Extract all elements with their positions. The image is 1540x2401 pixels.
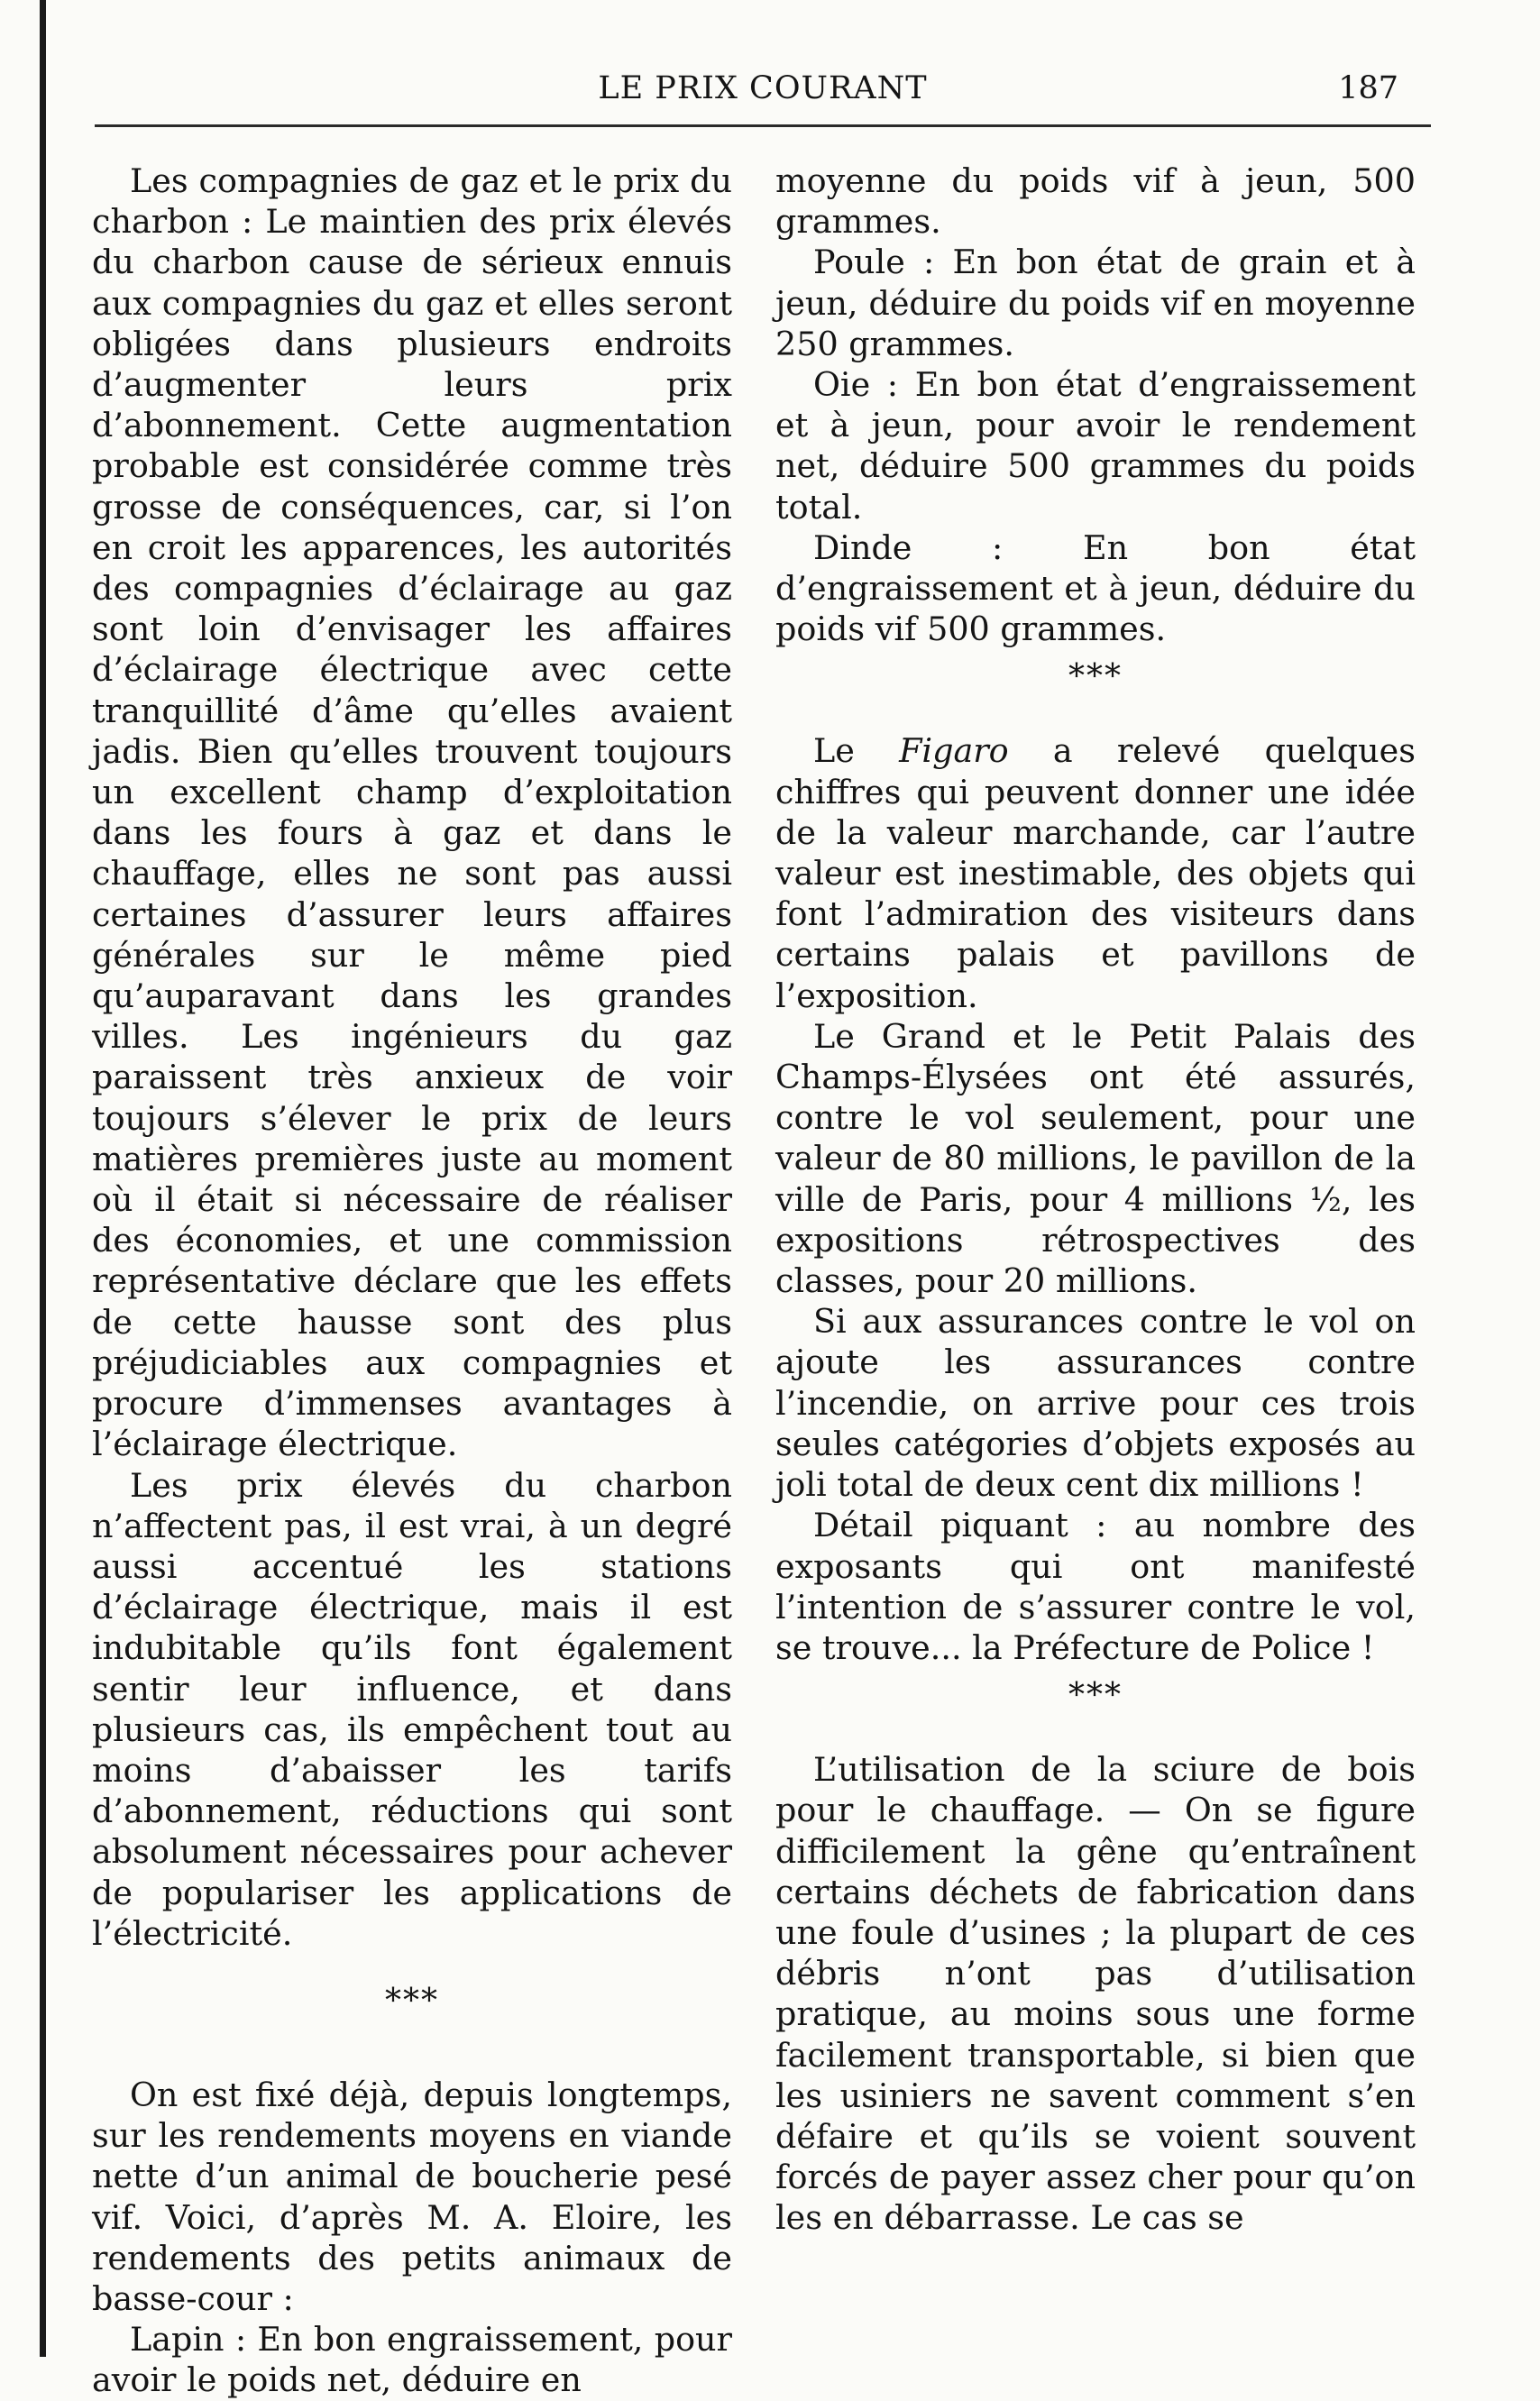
paragraph-rabbit: Lapin : En bon engraissement, pour avoir le poids net, déduire en	[92, 2320, 732, 2400]
page-header	[95, 70, 1431, 127]
paragraph-prefecture: Détail piquant : au nombre des exposants qui ont manifesté l’intention de s’assurer contre le vol, se trouve... la Préfecture de Police !	[775, 1506, 1416, 1667]
paragraph-meat-yields: On est fixé déjà, depuis longtemps, sur les rendements moyens en viande nette d’un animal de boucherie pesé vif. Voici, d’après M. A. Eloire, les rendements des petits animaux de basse-cour :	[92, 2075, 732, 2318]
paragraph-coal-prices: Les prix élevés du charbon n’affectent pas, il est vrai, à un degré aussi accentué les stations d’éclairage électrique, mais il est indubitable qu’ils font également sentir leur influence, et dans plusieurs cas, ils empêchent tout au moins d’abaisser les tarifs d’abonnement, réductions qui sont absolument nécessaires pour achever de populariser les applications de l’électricité.	[92, 1465, 732, 1953]
section-separator-asterism: ***	[1068, 1677, 1123, 1715]
page-binding-edge	[40, 0, 46, 2357]
newspaper-name: Figaro	[899, 731, 1009, 771]
paragraph-figaro-figures: Le Figaro a relevé quelques chiffres qui peuvent donner une idée de la valeur marchande, car l’autre valeur est inestimable, des objets qui font l’admiration des visiteurs dans certains palais et pavillons de l’exposition.	[775, 731, 1416, 1015]
paragraph-gas-companies: Les compagnies de gaz et le prix du charbon : Le maintien des prix élevés du charbon cause de sérieux ennuis aux compagnies du gaz et elles seront obligées dans plusieurs endroits d’augmenter leurs prix d’abonnement. Cette augmentation probable est considérée comme très grosse de conséquences, car, si l’on en croit les apparences, les autorités des compagnies d’éclairage au gaz sont loin d’envisager les affaires d’éclairage électrique avec cette tranquillité d’âme qu’elles avaient jadis. Bien qu’elles trouvent toujours un excellent champ d’exploitation dans les fours à gaz et dans le chauffage, elles ne sont pas aussi certaines d’assurer leurs affaires générales sur le même pied qu’auparavant dans les grandes villes. Les ingénieurs du gaz paraissent très anxieux de voir toujours s’élever le prix de leurs matières premières juste au moment où il était si nécessaire de réaliser des économies, et une commission représentative déclare que les effets de cette hausse sont des plus préjudiciables aux compagnies et procure d’immenses avantages à l’éclairage électrique.	[92, 161, 732, 1464]
paragraph-fire-insurance: Si aux assurances contre le vol on ajoute les assurances contre l’incendie, on arrive pour ces trois seules catégories d’objets exposés au joli total de deux cent dix millions !	[775, 1302, 1416, 1505]
paragraph-palais-insurance: Le Grand et le Petit Palais des Champs-Élysées ont été assurés, contre le vol seulement, pour une valeur de 80 millions, le pavillon de la ville de Paris, pour 4 millions ½, les expositions rétrospectives des classes, pour 20 millions.	[775, 1016, 1416, 1301]
running-title: LE PRIX COURANT	[598, 70, 928, 106]
paragraph-sawdust-heating: L’utilisation de la sciure de bois pour le chauffage. — On se figure difficilement la gêne qu’entraînent certains déchets de fabrication dans une foule d’usines ; la plupart de ces débris n’ont pas d’utilisation pratique, au moins sous une forme facilement transportable, si bien que les usiniers ne savent comment s’en défaire et qu’ils se voient souvent forcés de payer assez cher pour qu’on les en débarrasse. Le cas se	[775, 1750, 1416, 2238]
paragraph-hen: Poule : En bon état de grain et à jeun, déduire du poids vif en moyenne 250 grammes.	[775, 243, 1416, 363]
right-column	[775, 160, 1416, 2239]
page-number: 187	[1338, 70, 1398, 106]
paragraph-rabbit-continued: moyenne du poids vif à jeun, 500 grammes.	[775, 161, 1416, 242]
paragraph-turkey: Dinde : En bon état d’engraissement et à jeun, déduire du poids vif 500 grammes.	[775, 527, 1416, 649]
section-separator-asterism: ***	[1068, 658, 1123, 696]
left-column	[92, 160, 732, 2401]
paragraph-goose: Oie : En bon état d’engraissement et à jeun, pour avoir le rendement net, déduire 500 grammes du poids total.	[775, 365, 1416, 527]
section-separator-asterism: ***	[385, 1982, 439, 2020]
